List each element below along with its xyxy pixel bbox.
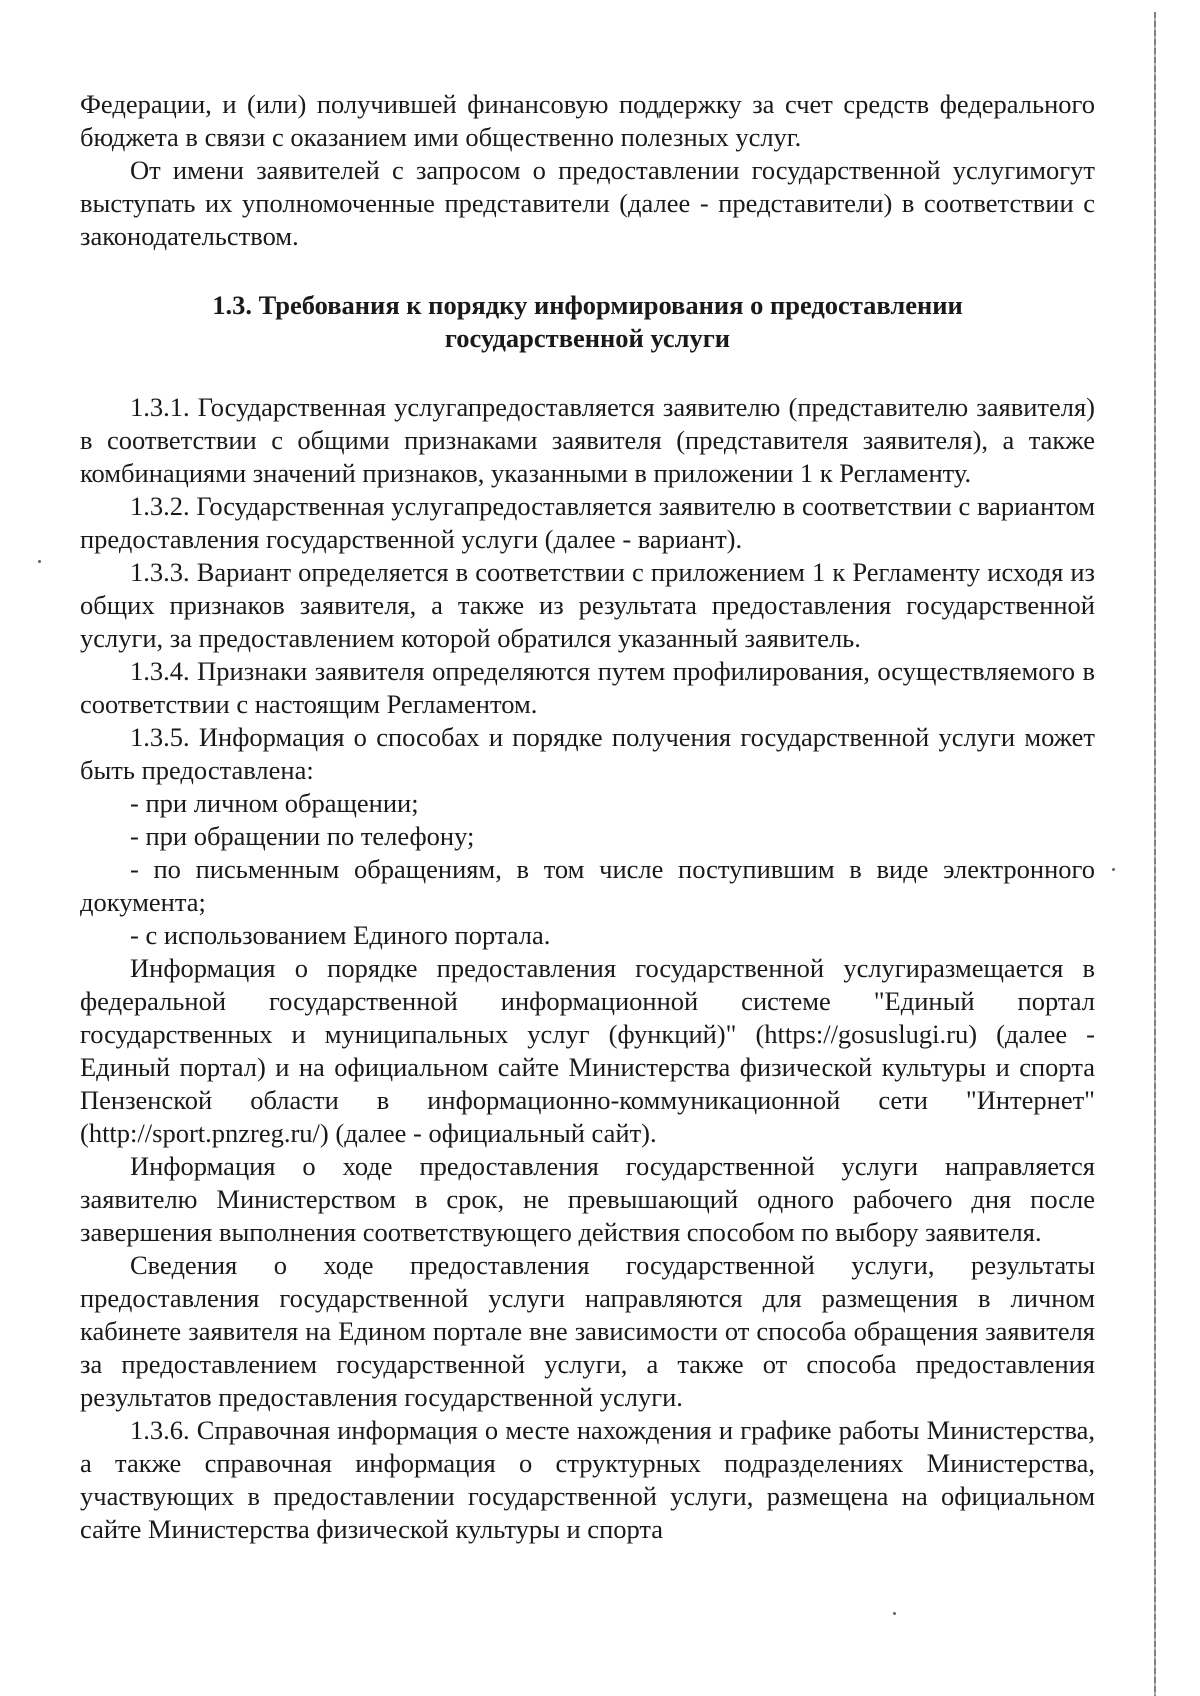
paragraph-results-info: Сведения о ходе предоставления государственной услуги, результаты предоставления государственной услуги направляются для размещения в личном кабинете заявителя на Едином портале вне зависимости от способа обращения заявителя за предоставлением государственной услуги, а также от способа предоставления результатов предоставления государственной услуги. [80,1250,1095,1412]
document-body [80,88,1095,1546]
list-item-written: - по письменным обращениям, в том числе поступившим в виде электронного документа; [80,854,1095,917]
paragraph-intro-1: Федерации, и (или) получившей финансовую поддержку за счет средств федерального бюджета в связи с оказанием ими общественно полезных услуг. [80,89,1095,152]
paragraph-intro-2: От имени заявителей с запросом о предоставлении государственной услугимогут выступать их уполномоченные представители (далее - представители) в соответствии с законодательством. [80,155,1095,251]
paragraph-1-3-5: 1.3.5. Информация о способах и порядке получения государственной услуги может быть предоставлена: [80,722,1095,785]
scan-speck [1112,868,1115,871]
list-item-personal: - при личном обращении; [130,788,419,818]
section-heading-line-2: государственной услуги [444,323,731,353]
paragraph-1-3-4: 1.3.4. Признаки заявителя определяются путем профилирования, осуществляемого в соответствии с настоящим Регламентом. [80,656,1095,719]
paragraph-1-3-3: 1.3.3. Вариант определяется в соответствии с приложением 1 к Регламенту исходя из общих признаков заявителя, а также из результата предоставления государственной услуги, за предоставлением которой обратился указанный заявитель. [80,557,1095,653]
list-item-phone: - при обращении по телефону; [130,821,475,851]
section-heading-line-1: 1.3. Требования к порядку информирования о предоставлении [212,290,963,320]
paragraph-progress-info: Информация о ходе предоставления государственной услуги направляется заявителю Министерством в срок, не превышающий одного рабочего дня после завершения выполнения соответствующего действия способом по выбору заявителя. [80,1151,1095,1247]
list-item-portal: - с использованием Единого портала. [130,920,551,950]
section-heading [80,289,1095,355]
paragraph-portal-info: Информация о порядке предоставления государственной услугиразмещается в федеральной государственной информационной системе "Единый портал государственных и муниципальных услуг (функций)" (https://gosuslugi.ru) (далее - Единый портал) и на официальном сайте Министерства физической культуры и спорта Пензенской области в информационно-коммуникационной сети "Интернет" (http://sport.pnzreg.ru/) (далее - официальный сайт). [80,953,1095,1148]
paragraph-1-3-2: 1.3.2. Государственная услугапредоставляется заявителю в соответствии с вариантом предоставления государственной услуги (далее - вариант). [80,491,1095,554]
paragraph-1-3-6: 1.3.6. Справочная информация о месте нахождения и графике работы Министерства, а также справочная информация о структурных подразделениях Министерства, участвующих в предоставлении государственной услуги, размещена на официальном сайте Министерства физической культуры и спорта [80,1415,1095,1544]
scan-speck [893,1612,896,1615]
paragraph-1-3-1: 1.3.1. Государственная услугапредоставляется заявителю (представителю заявителя) в соответствии с общими признаками заявителя (представителя заявителя), а также комбинациями значений признаков, указанными в приложении 1 к Регламенту. [80,392,1095,488]
scan-edge-line [1154,12,1156,1696]
scan-speck [38,560,41,563]
